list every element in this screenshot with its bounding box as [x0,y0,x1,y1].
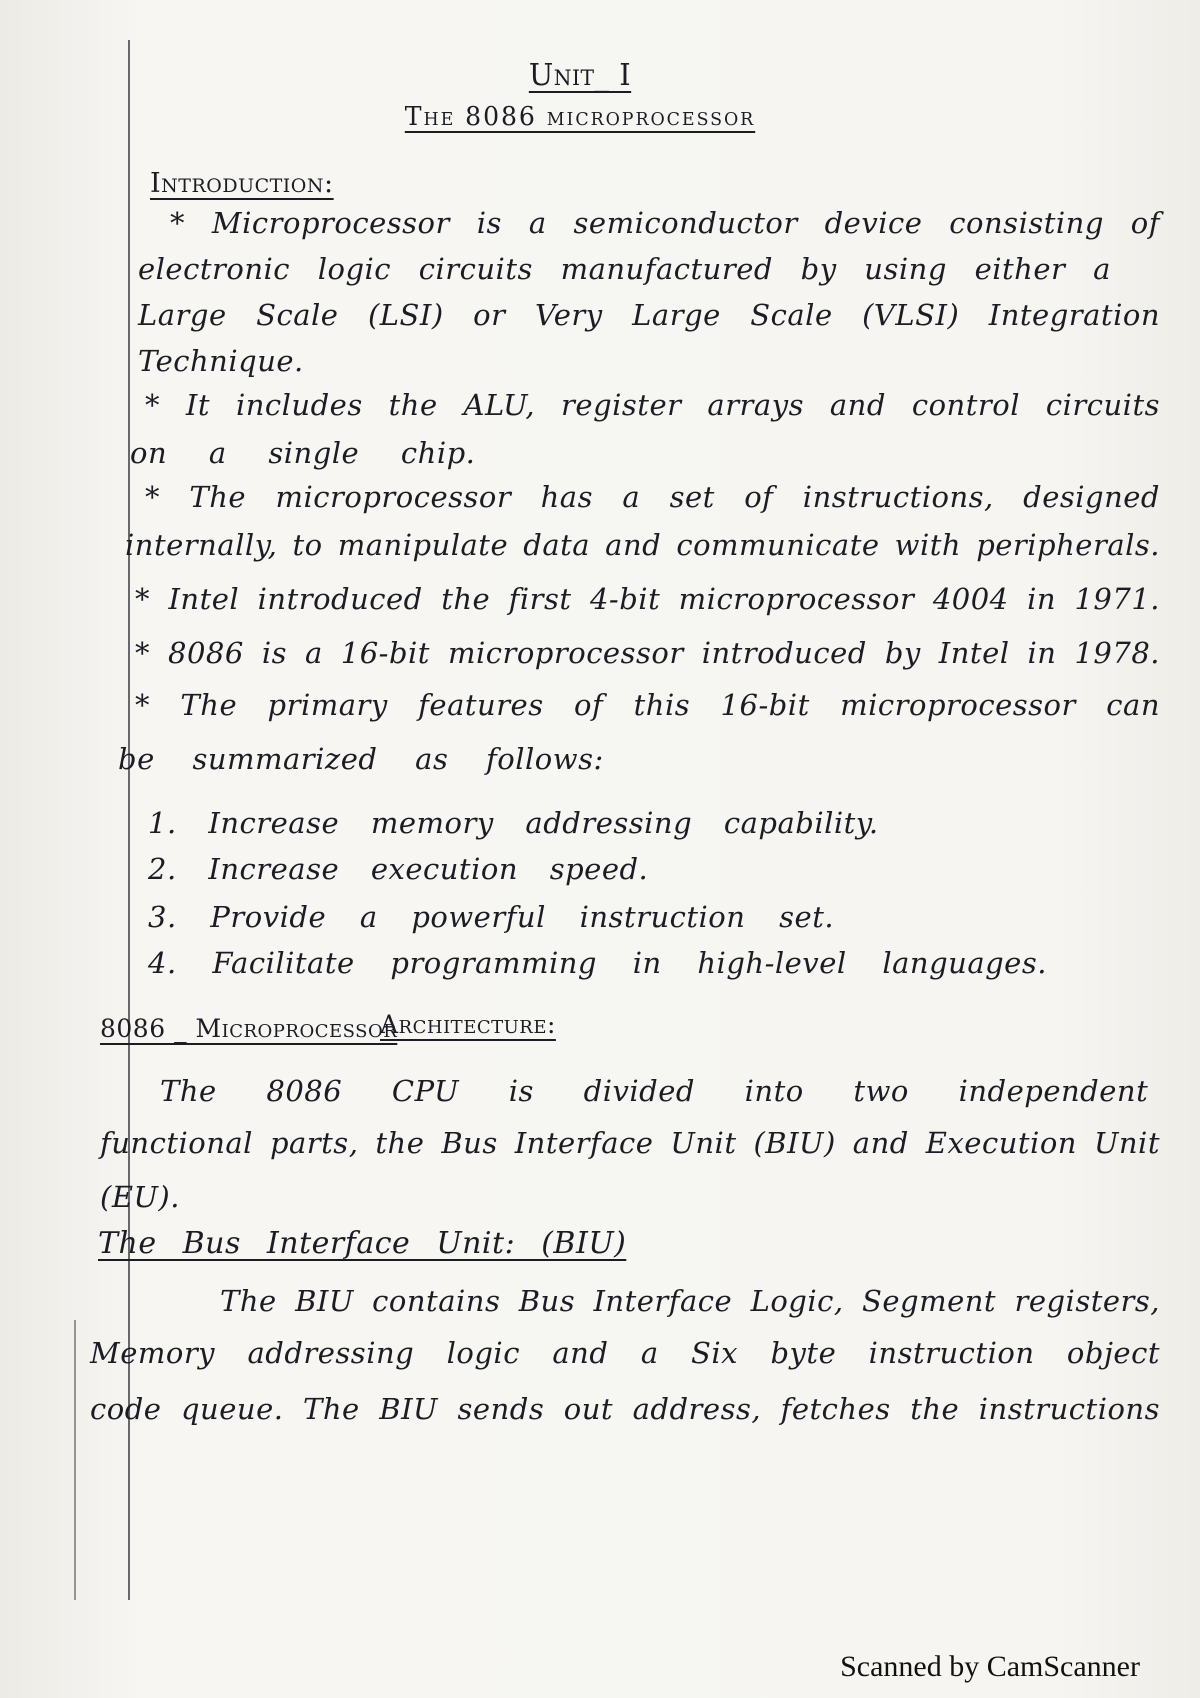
intro-line-4: Technique. [138,344,304,378]
architecture-line-1: The 8086 CPU is divided into two independent [160,1074,1149,1108]
feature-item-3: 3. Provide a powerful instruction set. [148,900,835,934]
margin-line-lower [74,1320,76,1600]
intro-line-12: be summarized as follows: [118,742,604,776]
scanner-watermark: Scanned by CamScanner [840,1650,1140,1683]
intro-line-8: internally, to manipulate data and communicate with peripherals. [125,528,1160,562]
subject-title: The 8086 microprocessor [404,102,756,132]
biu-line-2: Memory addressing logic and a Six byte instruction object [90,1336,1160,1370]
intro-line-2: electronic logic circuits manufactured by using either a [138,252,1111,286]
intro-line-3: Large Scale (LSI) or Very Large Scale (VLSI) Integration [138,298,1160,332]
architecture-heading-part1: 8086 _ Microprocessor [100,1014,398,1043]
intro-line-5: * It includes the ALU, register arrays and control circuits [145,388,1160,422]
architecture-heading-part2: Architecture: [380,1010,556,1039]
feature-item-2: 2. Increase execution speed. [148,852,649,886]
feature-item-1: 1. Increase memory addressing capability. [148,806,879,840]
biu-heading: The Bus Interface Unit: (BIU) [98,1226,627,1261]
introduction-heading: Introduction: [150,168,334,199]
intro-line-9: * Intel introduced the first 4-bit microprocessor 4004 in 1971. [135,582,1160,616]
intro-line-11: * The primary features of this 16-bit microprocessor can [135,688,1160,722]
architecture-line-2: functional parts, the Bus Interface Unit (BIU) and Execution Unit [100,1126,1160,1160]
unit-title: Unit_ I [528,58,632,93]
intro-line-10: * 8086 is a 16-bit microprocessor introduced by Intel in 1978. [135,636,1160,670]
feature-item-4: 4. Facilitate programming in high-level languages. [148,946,1047,980]
biu-line-3: code queue. The BIU sends out address, fetches the instructions [90,1392,1160,1426]
architecture-line-3: (EU). [100,1180,180,1214]
biu-line-1: The BIU contains Bus Interface Logic, Segment registers, [220,1284,1160,1318]
intro-line-1: * Microprocessor is a semiconductor device consisting of [170,206,1160,240]
intro-line-6: on a single chip. [130,436,476,470]
intro-line-7: * The microprocessor has a set of instructions, designed [145,480,1160,514]
